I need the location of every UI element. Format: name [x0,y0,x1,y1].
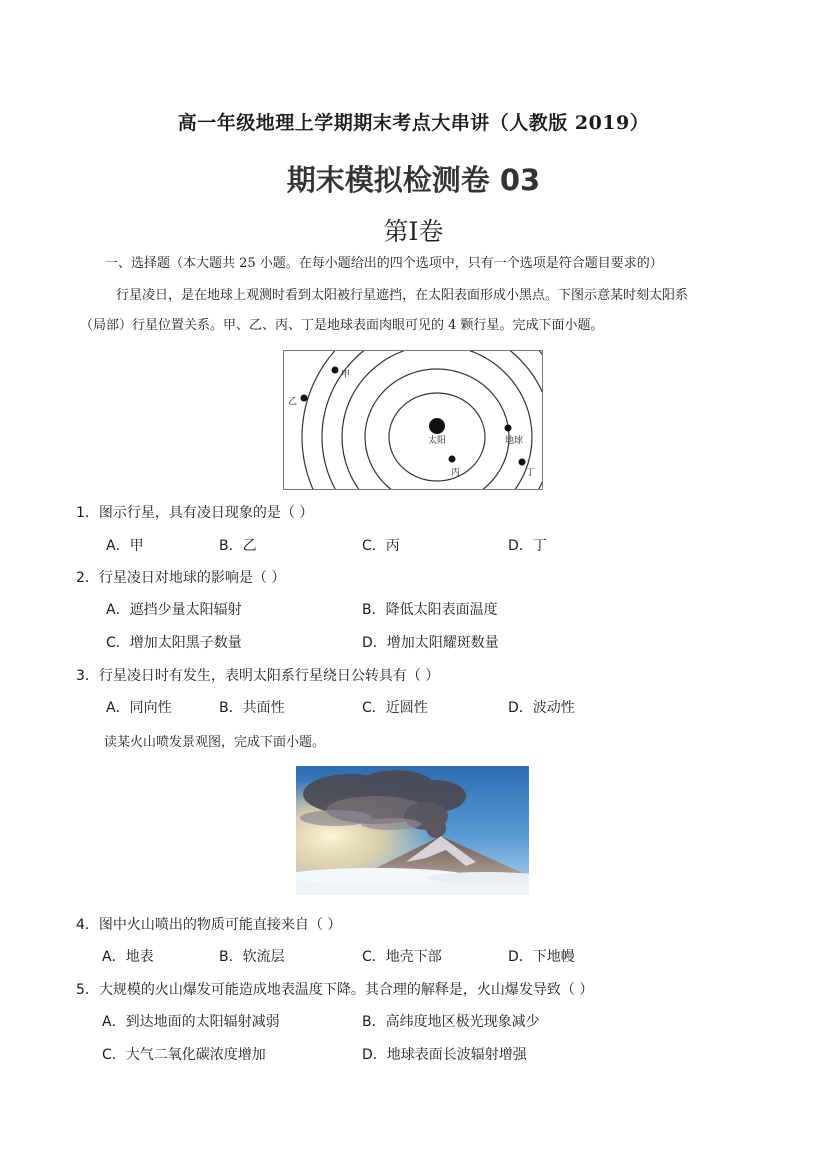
solar-system-diagram [283,350,543,490]
question-1-stem: 1．图示行星，具有凌日现象的是（ ） [76,505,314,521]
question-3-option-a[interactable]: A．同向性 [106,700,172,716]
question-5-option-a[interactable]: A．到达地面的太阳辐射减弱 [102,1014,280,1030]
passage-2: 读某火山喷发景观图，完成下面小题。 [104,735,326,750]
question-4-option-b[interactable]: B．软流层 [219,949,285,965]
planet-ding-label: 丁 [526,468,536,478]
planet-yi-dot [301,395,308,402]
question-2-option-b[interactable]: B．降低太阳表面温度 [362,602,498,618]
sun-dot [429,418,445,434]
question-5-stem: 5．大规模的火山爆发可能造成地表温度下降。其合理的解释是，火山爆发导致（ ） [76,982,594,998]
planet-jia-dot [332,367,339,374]
passage-1-line-2: （局部）行星位置关系。甲、乙、丙、丁是地球表面肉眼可见的 4 颗行星。完成下面小题。 [80,318,604,333]
question-2-option-d[interactable]: D．增加太阳耀斑数量 [362,635,499,651]
passage-1-line-1: 行星凌日，是在地球上观测时看到太阳被行星遮挡，在太阳表面形成小黑点。下图示意某时刻太阳系 [116,288,689,303]
passage-1 [80,281,760,341]
orbit-diagram-svg [284,351,542,489]
series-title: 高一年级地理上学期期末考点大串讲（人教版 2019） [177,112,650,134]
planet-jia-label: 甲 [341,370,351,380]
question-4-stem: 4．图中火山喷出的物质可能直接来自（ ） [76,917,342,933]
question-2-stem: 2．行星凌日对地球的影响是（ ） [76,570,286,586]
question-3-option-b[interactable]: B．共面性 [219,700,285,716]
question-4-option-d[interactable]: D．下地幔 [508,949,575,965]
section-heading: 一、选择题（本大题共 25 小题。在每小题给出的四个选项中，只有一个选项是符合题目要求的） [105,256,663,271]
question-5-option-b[interactable]: B．高纬度地区极光现象减少 [362,1014,540,1030]
sun-label: 太阳 [428,436,447,446]
question-2-option-c[interactable]: C．增加太阳黑子数量 [106,635,242,651]
volcano-svg [296,766,529,895]
question-4-option-c[interactable]: C．地壳下部 [362,949,442,965]
question-1-option-b[interactable]: B．乙 [219,538,257,554]
volume-title: 第I卷 [383,217,444,246]
planet-earth-label: 地球 [505,436,524,446]
planet-yi-label: 乙 [288,397,298,407]
question-2-option-a[interactable]: A．遮挡少量太阳辐射 [106,602,242,618]
volcano-eruption-image [296,766,529,895]
planet-bing-label: 丙 [451,468,461,478]
question-5-option-d[interactable]: D．地球表面长波辐射增强 [362,1047,527,1063]
question-3-stem: 3．行星凌日时有发生，表明太阳系行星绕日公转具有（ ） [76,668,440,684]
question-3-option-c[interactable]: C．近圆性 [362,700,428,716]
exam-title: 期末模拟检测卷 03 [286,163,541,197]
question-1-option-c[interactable]: C．丙 [362,538,400,554]
planet-ding-dot [519,459,526,466]
planet-earth-dot [505,425,512,432]
question-1-option-d[interactable]: D．丁 [508,538,547,554]
question-5-option-c[interactable]: C．大气二氧化碳浓度增加 [102,1047,266,1063]
planet-bing-dot [449,456,456,463]
question-3-option-d[interactable]: D．波动性 [508,700,575,716]
question-1-option-a[interactable]: A．甲 [106,538,144,554]
question-4-option-a[interactable]: A．地表 [102,949,154,965]
